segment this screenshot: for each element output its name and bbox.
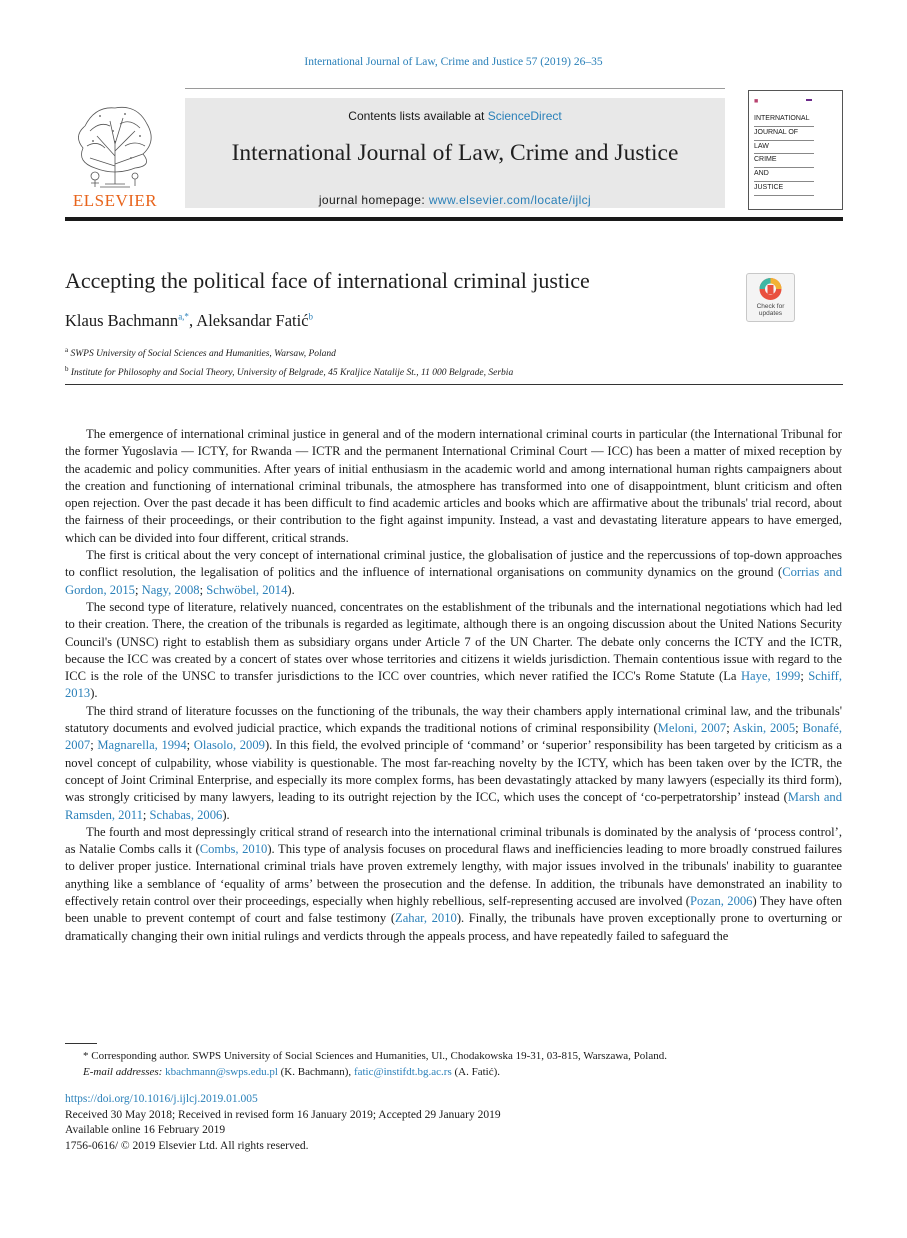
affiliation-divider xyxy=(65,384,843,385)
text: ). In this field, the evolved principle of ‘command’ or ‘superior’ responsibility has been targeted by criticism as a novel concept of culpability, whose viability is questionable. The most far-reaching novelty by the ICTY, which has been taken over by the ICTR, the concept of Joint Criminal Enterprise, and especially its more complex forms, has been devastatingly attacked by many lawyers (especially its third form), was strongly criticised by many lawyers, leading to its outright rejection by the ICC, which uses the concept of ‘co-perpetratorship’ instead ( xyxy=(65,738,843,805)
text: The second type of literature, relatively nuanced, concentrates on the establishment of the tribunals and the international negotiations which had led to their creation. There, the creation of the tribunals is regarded as legitimate, although there is an ongoing discussion about the United Nations Security Council's (UNSC) right to establish them as subsidiary organs under Article 7 of the UN Charter. The debate only concerns the ICTY and the ICTR, because the ICC was created by a concert of states over whose territories and citizens it wields jurisdiction. Themain contentious issue with regard to the ICC is the role of the UNSC to transfer jurisdictions to the ICC over countries, which never ratified the ICC's Rome Statute (La xyxy=(65,599,842,684)
header-divider xyxy=(65,217,843,221)
citation-link[interactable]: Askin, 2005 xyxy=(732,721,796,736)
cover-line: JUSTICE xyxy=(754,182,814,196)
email-line xyxy=(65,1064,842,1080)
tree-icon xyxy=(65,96,165,191)
paragraph: The third strand of literature focusses on the functioning of the tribunals, the way their chambers apply international criminal law, and the tribunals' statutory documents and evolved judicial practice, which expands the traditional notions of criminal responsibility (Meloni, 2007; Askin, 2005; Bonafé, 2007; Magnarella, 1994; Olasolo, 2009). In this field, the evolved principle of ‘command’ or ‘superior’ responsibility has been targeted by criticism as a novel concept of culpability, whose viability is questionable. The most far-reaching novelty by the ICTY, which has been taken over by the ICTR, the concept of Joint Criminal Enterprise, and especially its more complex forms, has been devastatingly attacked by many lawyers (especially its third form), was strongly criticised by many lawyers, leading to its outright rejection by the ICC, which uses the concept of ‘co-perpetratorship’ instead (Marsh and Ramsden, 2011; Schabas, 2006). xyxy=(65,703,843,822)
text: ) They have often been unable to prevent contempt of court and false testimony ( xyxy=(65,894,843,926)
affil-marker: a xyxy=(65,346,69,354)
text: The fourth and most depressingly critical strand of research into the international criminal tribunals is dominated by the analysis of ‘process control’, as Natalie Combs calls it ( xyxy=(65,824,842,857)
footnote-rule xyxy=(65,1043,97,1044)
author-affil-link[interactable]: a,* xyxy=(178,311,189,322)
email-link[interactable]: fatic@instifdt.bg.ac.rs xyxy=(353,1066,452,1078)
email-owner: (A. Fatić). xyxy=(454,1066,500,1078)
copyright-line: 1756-0616/ © 2019 Elsevier Ltd. All rights reserved. xyxy=(65,1139,309,1152)
article-body xyxy=(65,426,842,945)
email-owner: (K. Bachmann), xyxy=(280,1066,352,1078)
journal-title: International Journal of Law, Crime and Justice xyxy=(231,140,679,166)
citation-link[interactable]: Corrias and Gordon, 2015 xyxy=(65,565,843,597)
affiliation-a xyxy=(65,343,513,362)
cover-line: AND xyxy=(754,168,814,182)
paragraph: The first is critical about the very concept of international criminal justice, the globalisation of justice and the repercussions of top-down approaches to conflict resolution, the legalisation of politics and the influence of international organisations on community dynamics on the ground (Corrias and Gordon, 2015; Nagy, 2008; Schwöbel, 2014). xyxy=(65,548,843,597)
citation-link[interactable]: Olasolo, 2009 xyxy=(193,738,265,753)
citation-link[interactable]: Pozan, 2006 xyxy=(690,894,753,909)
paragraph xyxy=(65,824,842,945)
author-affil-link[interactable]: b xyxy=(308,311,314,322)
article-title: Accepting the political face of international criminal justice xyxy=(65,268,590,293)
citation-link[interactable]: Magnarella, 1994 xyxy=(97,738,187,753)
journal-cover-thumbnail[interactable] xyxy=(748,90,843,210)
crossmark-label: Check for updates xyxy=(756,303,785,317)
homepage-link[interactable]: www.elsevier.com/locate/ijlcj xyxy=(428,193,592,207)
doi-link[interactable]: https://doi.org/10.1016/j.ijlcj.2019.01.005 xyxy=(65,1093,258,1105)
header-top-rule xyxy=(185,88,725,89)
contents-available-line xyxy=(185,109,725,123)
cover-line: LAW xyxy=(754,141,814,155)
citation-link[interactable]: Combs, 2010 xyxy=(199,842,268,857)
cover-title-lines xyxy=(754,113,814,196)
journal-citation[interactable]: International Journal of Law, Crime and Justice 57 (2019) 26–35 xyxy=(304,56,603,68)
citation-link[interactable]: Haye, 1999 xyxy=(740,669,801,684)
affiliation-b xyxy=(65,362,513,381)
cover-line: CRIME xyxy=(754,154,814,168)
citation-link[interactable]: Nagy, 2008 xyxy=(141,582,200,597)
homepage-prefix: journal homepage: xyxy=(318,193,429,207)
journal-header xyxy=(65,88,843,214)
text: The third strand of literature focusses on the functioning of the tribunals, the way their chambers apply international criminal law, and the tribunals' statutory documents and evolved judicial practice, which expands the traditional notions of criminal responsibility ( xyxy=(65,703,842,736)
received-dates: Received 30 May 2018; Received in revised form 16 January 2019; Accepted 29 January 2019 xyxy=(65,1108,501,1121)
paragraph: The emergence of international criminal justice in general and of the modern international criminal courts in particular (the International Tribunal for the former Yugoslavia — ICTY, for Rwanda — ICTR and the permanent International Criminal Court — ICC) has been a matter of mixed reception by the academic and policy communities. After years of initial enthusiasm in the academic world and among international human rights campaigners about the creation and functioning of international criminal tribunals, the atmosphere has transformed into one of disappointment, blunt criticism and often open rejection. Over the past decade it has been difficult to find academic articles and books which are affirmative about the tribunals' trial record, about the fairness of their proceedings, or their contribution to the fight against impunity. Instead, a vast and devastating literature appears to have emerged, which can be divided into four different, critical strands. xyxy=(65,427,842,545)
contents-prefix: Contents lists available at xyxy=(348,109,488,123)
crossmark-icon xyxy=(747,274,794,304)
author-name: Klaus Bachmann xyxy=(65,311,179,330)
sciencedirect-link[interactable]: ScienceDirect xyxy=(487,109,562,123)
cover-publisher-icon: ■ xyxy=(754,97,759,105)
online-date: Available online 16 February 2019 xyxy=(65,1124,226,1137)
citation-link[interactable]: Bonafé, 2007 xyxy=(65,721,843,753)
affil-text: SWPS University of Social Sciences and Humanities, Warsaw, Poland xyxy=(70,349,336,360)
cover-line: JOURNAL OF xyxy=(754,127,814,141)
check-for-updates-badge[interactable] xyxy=(746,273,795,322)
journal-banner xyxy=(185,98,725,208)
text: The first is critical about the very concept of international criminal justice, the globalisation of justice and the repercussions of top-down approaches to conflict resolution, the legalisation of politics and the influence of international organisations on community dynamics on the ground ( xyxy=(65,548,842,580)
paragraph: The second type of literature, relatively nuanced, concentrates on the establishment of the tribunals and the international negotiations which had led to their creation. There, the creation of the tribunals is regarded as legitimate, although there is an ongoing discussion about the United Nations Security Council's (UNSC) right to establish them as subsidiary organs under Article 7 of the UN Charter. The debate only concerns the ICTY and the ICTR, because the ICC was created by a concert of states over whose territories and citizens it wields jurisdiction. Themain contentious issue with regard to the ICC is the role of the UNSC to transfer jurisdictions to the ICC over countries, which never ratified the ICC's Rome Statute (La Haye, 1999; Schiff, 2013). xyxy=(65,599,842,701)
author-name: Aleksandar Fatić xyxy=(196,311,309,330)
publisher-name: ELSEVIER xyxy=(72,191,158,210)
cover-mark xyxy=(806,99,812,101)
publication-info xyxy=(65,1092,842,1154)
journal-homepage-line xyxy=(185,193,725,207)
affil-marker: b xyxy=(65,365,69,374)
citation-link[interactable]: Meloni, 2007 xyxy=(657,721,727,736)
author-separator: , xyxy=(188,311,197,330)
citation-link[interactable]: Marsh and Ramsden, 2011 xyxy=(65,790,842,822)
footnotes xyxy=(65,1048,842,1080)
email-label: E-mail addresses: xyxy=(83,1066,163,1078)
author-list xyxy=(65,311,313,331)
email-link[interactable]: kbachmann@swps.edu.pl xyxy=(165,1066,278,1078)
cover-line: INTERNATIONAL xyxy=(754,113,814,127)
citation-link[interactable]: Zahar, 2010 xyxy=(395,911,457,926)
citation-link[interactable]: Schabas, 2006 xyxy=(149,807,223,822)
affil-text: Institute for Philosophy and Social Theory, University of Belgrade, 45 Kraljice Natalije St., 11 000 Belgrade, Serbia xyxy=(70,368,514,379)
affiliations xyxy=(65,343,513,381)
text: ). This type of analysis focuses on procedural flaws and inefficiencies leading to more broadly construed failures to deliver proper justice. International criminal trials have proven extremely lengthy, with major issues involved in the tribunals' inability to guarantee anything like a semblance of ‘equality of arms’ between the prosecution and the defense. In addition, the tribunals have demonstrated an inability to effectively retain control over their proceedings, especially when highly rebellious, self-representing accused are involved ( xyxy=(65,842,842,909)
text: ). Finally, the tribunals have proven exceptionally prone to overturning or dramatically changing their own initial rulings and verdicts through the appeals process, and have repeatedly failed to safeguard the xyxy=(65,911,842,943)
citation-link[interactable]: Schiff, 2013 xyxy=(65,669,842,701)
citation-link[interactable]: Schwöbel, 2014 xyxy=(206,582,288,597)
corresponding-author-note: * Corresponding author. SWPS University of Social Sciences and Humanities, Ul., Chodakowska 19-31, 03-815, Warszawa, Poland. xyxy=(83,1050,667,1062)
